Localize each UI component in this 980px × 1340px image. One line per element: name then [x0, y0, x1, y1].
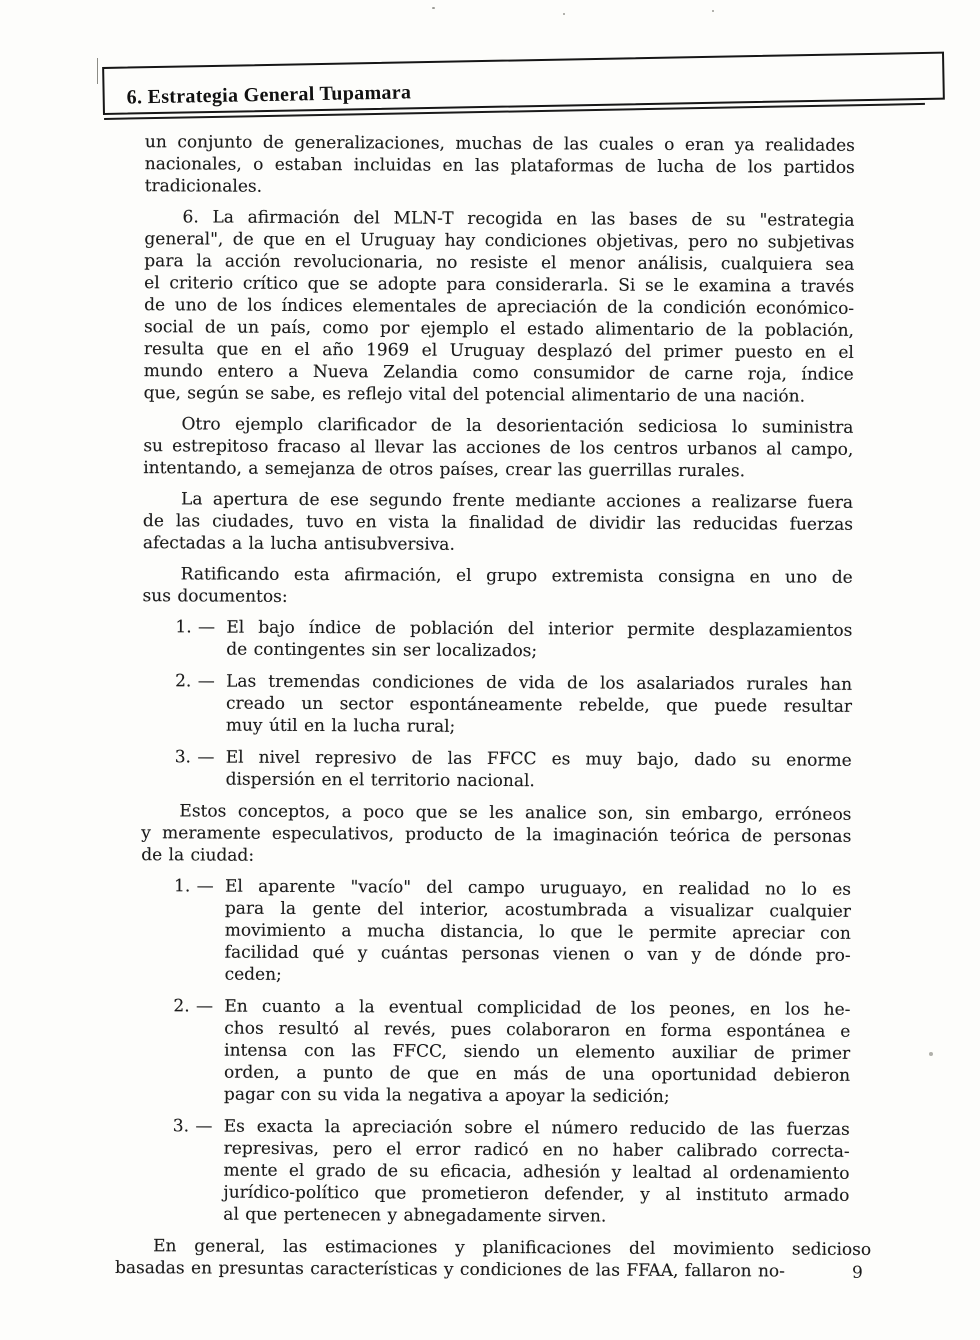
text-line: Ratificando esta afirmación, el grupo extremista consigna en uno de [180, 564, 853, 588]
text-line: sus documentos: [142, 586, 288, 607]
text-line: un conjunto de generalizaciones, muchas de las cuales o eran ya realidades [144, 132, 855, 156]
text-line: El aparente "vacío" del campo uruguayo, en realidad no lo es [224, 876, 852, 900]
text-line: En general, las estimaciones y planificaciones del movimiento sedicioso [153, 1236, 872, 1260]
text-line: Las tremendas condiciones de vida de los asalariados rurales han [226, 671, 853, 695]
paragraph [143, 413, 853, 483]
paragraph [115, 1235, 871, 1283]
text-line: para la acción revolucionaria, no resiste el menor análisis, cualquiera sea [144, 251, 855, 275]
text-line: mente el grado de su eficacia, adhesión y lealtad al ordenamiento [223, 1160, 850, 1184]
section-title: 6. Estrategia General Tupamara [126, 81, 412, 109]
text-line: basadas en presuntas características y condiciones de las FFAA, fallaron no- [114, 1258, 785, 1282]
text-line: chos resultó al revés, pues colaboraron en forma espontánea e [224, 1018, 851, 1042]
text-line: social de un país, como por ejemplo el estado alimentario de la población, [143, 317, 855, 341]
page-body [114, 131, 872, 1292]
text-line: y meramente especulativos, producto de la imaginación teórica de personas [141, 823, 852, 847]
text-line: En cuanto a la eventual complicidad de los peones, en los he- [224, 996, 851, 1020]
text-line: ceden; [224, 964, 282, 985]
numbered-list [139, 875, 851, 1229]
paragraph [143, 488, 853, 558]
paragraph [143, 563, 853, 611]
text-line: de las ciudades, tuvo en vista la finalidad de dividir las reducidas fuerzas [142, 511, 854, 535]
text-line: Es exacta la apreciación sobre el número reducido de las fuerzas [223, 1116, 850, 1140]
list-item [142, 670, 852, 740]
list-item-number: 1. — [175, 617, 216, 638]
text-line: La apertura de ese segundo frente mediante acciones a realizarse fuera [181, 489, 854, 513]
text-line: el criterio crítico que se adopte para considerarla. Si se le examina a través [144, 273, 855, 297]
text-line: Otro ejemplo clarificador de la desorientación sediciosa lo suministra [181, 414, 854, 438]
text-line: jurídico-político que prometieron defender, y al instituto armado [223, 1182, 850, 1206]
text-line: intensa con las FFCC, siendo un elemento auxiliar de primer [224, 1040, 851, 1064]
text-line: general", de que en el Uruguay hay condiciones objetivas, pero no subjetivas [144, 229, 855, 253]
numbered-list [142, 616, 853, 794]
list-item [140, 995, 851, 1109]
text-line: intentando, a semejanza de otros países, crear las guerrillas rurales. [143, 458, 746, 482]
text-line: creado un sector espontáneamente rebelde, que puede resultar [225, 693, 853, 717]
scan-speck [432, 7, 435, 9]
list-item-number: 2. — [173, 996, 214, 1017]
text-line: El bajo índice de población del interior permite desplazamientos [226, 617, 853, 641]
text-line: dispersión en el territorio nacional. [225, 769, 535, 792]
text-line: que, según se sabe, es reflejo vital del potencial alimentario de una nación. [143, 383, 806, 407]
text-line: muy útil en la lucha rural; [225, 715, 456, 737]
list-item [142, 616, 852, 664]
paragraph [144, 206, 855, 408]
text-line: tradicionales. [144, 176, 263, 197]
text-line: de uno de los índices elementales de apreciación de la condición económico- [144, 295, 855, 319]
text-line: de contingentes sin ser localizados; [226, 639, 538, 662]
scan-speck [563, 13, 565, 15]
list-item [141, 875, 852, 989]
text-line: pagar con su vida la negativa a apoyar la sedición; [223, 1084, 670, 1107]
list-item-number: 2. — [175, 671, 215, 692]
list-item [142, 746, 852, 794]
text-line: facilidad qué y cuántas personas vienen o van y de dónde pro- [224, 942, 851, 966]
scan-speck [712, 10, 714, 12]
list-item [139, 1115, 850, 1229]
text-line: movimiento a mucha distancia, lo que le permite apreciar con [224, 920, 851, 944]
text-line: orden, a punto de que en más de una oportunidad debieron [224, 1062, 851, 1086]
list-item-number: 3. — [172, 1116, 213, 1137]
text-line: de la ciudad: [141, 845, 255, 866]
text-line: El nivel represivo de las FFCC es muy bajo, dado su enorme [225, 747, 852, 771]
list-item-number: 3. — [174, 747, 215, 768]
scan-speck [929, 1052, 933, 1056]
scan-artifact [97, 58, 98, 84]
section-header-box [102, 52, 945, 115]
page-number: 9 [852, 1263, 863, 1283]
text-line: 6. La afirmación del MLN-T recogida en las bases de su "estrategia [182, 207, 855, 231]
text-line: afectadas a la lucha antisubversiva. [142, 533, 455, 555]
paragraph [145, 131, 855, 201]
paragraph [141, 800, 851, 870]
text-line: para la gente del interior, acostumbrada a visualizar cualquier [224, 898, 851, 922]
list-item-number: 1. — [173, 876, 214, 897]
text-line: resulta que en el año 1969 el Uruguay desplazó del primer puesto en el [143, 339, 854, 363]
text-line: Estos conceptos, a poco que se les analice son, sin embargo, erróneos [179, 801, 852, 825]
text-line: mundo entero a Nueva Zelandia como consumidor de carne roja, índice [143, 361, 854, 385]
text-line: represivas, pero el error radicó en no haber calibrado correcta- [223, 1138, 850, 1162]
text-line: al que pertenecen y abnegadamente sirven. [223, 1204, 607, 1227]
text-line: su estrepitoso fracaso al llevar las acciones de los centros urbanos al campo, [143, 436, 854, 460]
text-line: nacionales, o estaban incluidas en las plataformas de lucha de los partidos [144, 154, 855, 178]
